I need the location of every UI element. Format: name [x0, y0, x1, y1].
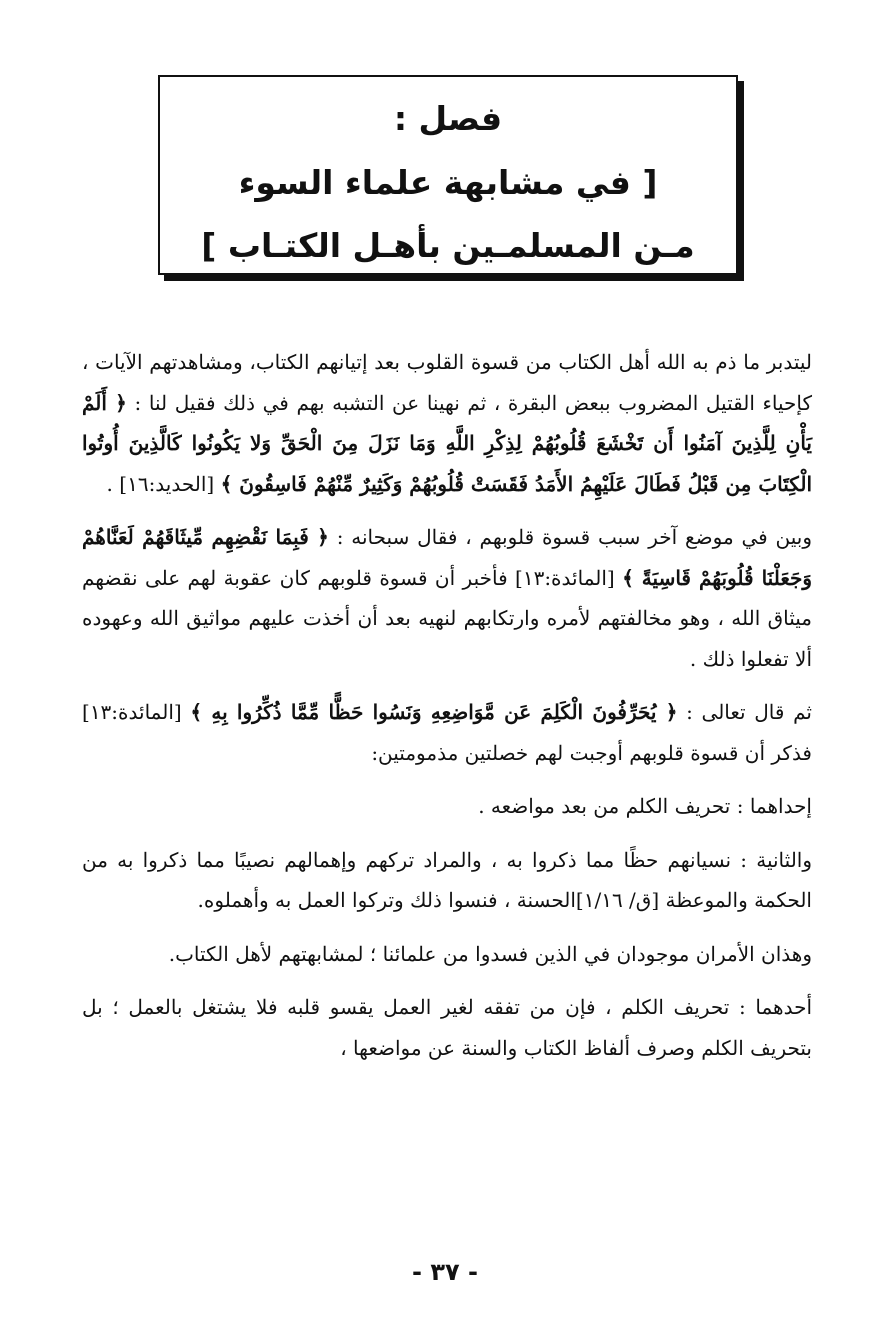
- paragraph-2-text: وبين في موضع آخر سبب قسوة قلوبهم ، فقال سبحانه :: [336, 525, 812, 549]
- paragraph-1: [82, 342, 812, 504]
- paragraph-5: والثانية : نسيانهم حظًا مما ذكروا به ، والمراد تركهم وإهمالهم نصيبًا مما ذكروا به من الحكمة والموعظة [ق/ ١/١٦]الحسنة ، فنسوا ذلك وتركوا العمل به وأهملوه.: [82, 847, 812, 912]
- chapter-heading: فصل :: [393, 99, 503, 138]
- quran-verse-2: ﴿ فَبِمَا نَقْضِهِم مِّيثَاقَهُمْ لَعَنَّاهُمْ وَجَعَلْنَا قُلُوبَهُمْ قَاسِيَةً ﴾: [82, 525, 812, 590]
- paragraph-4: إحداهما : تحريف الكلم من بعد مواضعه .: [478, 794, 812, 818]
- page-number: - ٣٧ -: [412, 1258, 478, 1286]
- paragraph-6: وهذان الأمران موجودان في الذين فسدوا من علمائنا ؛ لمشابهتهم لأهل الكتاب.: [168, 941, 812, 966]
- body-text: [82, 342, 812, 1068]
- quran-verse-3: ﴿ يُحَرِّفُونَ الْكَلِمَ عَن مَّوَاضِعِهِ وَنَسُوا حَظًّا مِّمَّا ذُكِّرُوا بِهِ ﴾: [190, 700, 678, 724]
- paragraph-3-continuation: [المائدة:١٣] فذكر أن قسوة قلوبهم أوجبت لهم خصلتين مذمومتين:: [82, 700, 812, 765]
- verse-reference-1: [الحديد:١٦] .: [106, 471, 215, 496]
- paragraph-3-text: ثم قال تعالى :: [686, 700, 813, 724]
- paragraph-3: [82, 692, 812, 773]
- paragraph-2-continuation: [المائدة:١٣] فأخبر أن قسوة قلوبهم كان عقوبة لهم على نقضهم ميثاق الله ، وهو مخالفتهم لأمره وارتكابهم لنهيه بعد أن أخذت عليهم مواثيق الله وعهوده ألا تفعلوا ذلك .: [82, 565, 812, 671]
- paragraph-1-text: ليتدبر ما ذم به الله أهل الكتاب من قسوة القلوب بعد إتيانهم الكتاب، ومشاهدتهم الآيات ، كإحياء القتيل المضروب ببعض البقرة ، ثم نهينا عن التشبه بهم في ذلك فقيل لنا :: [82, 350, 812, 415]
- paragraph-7: أحدهما : تحريف الكلم ، فإن من تفقه لغير العمل يقسو قلبه فلا يشتغل بالعمل ؛ بل بتحريف الكلم وصرف ألفاظ الكتاب والسنة عن مواضعها ،: [82, 995, 812, 1060]
- paragraph-2: [82, 517, 812, 679]
- chapter-title-box: [158, 75, 738, 275]
- chapter-title-line-2: مـن المسلمـين بأهـل الكتـاب ]: [201, 226, 695, 265]
- chapter-title-line-1: [ في مشابهة علماء السوء: [238, 163, 658, 202]
- quran-verse-1: ﴿ أَلَمْ يَأْنِ لِلَّذِينَ آمَنُوا أَن تَخْشَعَ قُلُوبُهُمْ لِذِكْرِ اللَّهِ وَمَا نَزَلَ مِنَ الْحَقِّ وَلا يَكُونُوا كَالَّذِينَ أُوتُوا الْكِتَابَ مِن قَبْلُ فَطَالَ عَلَيْهِمُ الأَمَدُ فَقَسَتْ قُلُوبُهُمْ وَكَثِيرٌ مِّنْهُمْ فَاسِقُونَ ﴾: [82, 390, 812, 496]
